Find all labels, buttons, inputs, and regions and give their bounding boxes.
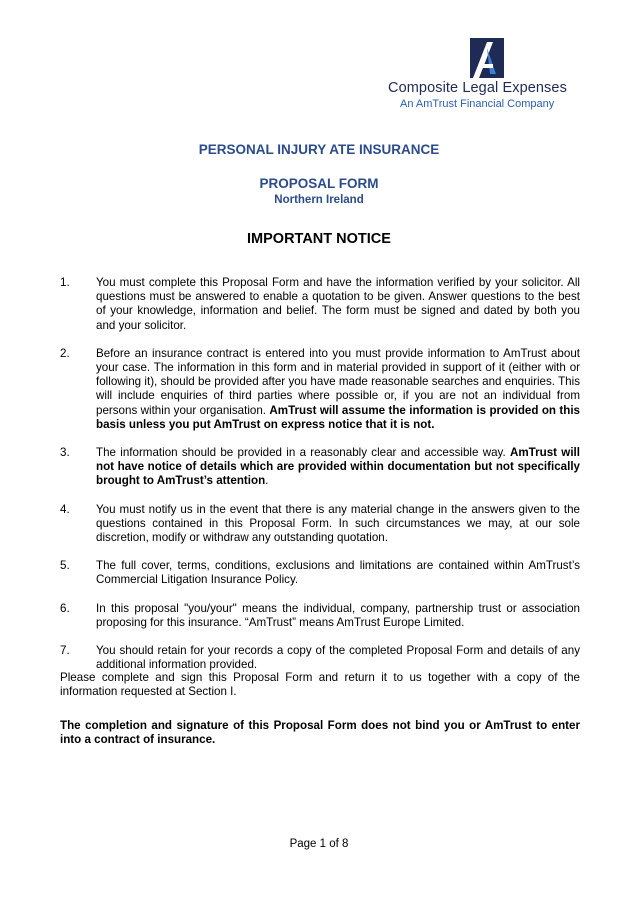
disclaimer-paragraph: The completion and signature of this Proposal Form does not bind you or AmTrust to enter into a contract of insurance. xyxy=(60,719,580,747)
list-item xyxy=(60,347,580,432)
list-item xyxy=(60,559,580,587)
item-number: 7. xyxy=(60,644,70,658)
item-bold-text: AmTrust will assume the information is provided on this basis unless you put AmTrust on express notice that it is not. xyxy=(96,403,580,431)
logo-mark-icon xyxy=(470,38,504,78)
company-logo xyxy=(388,38,588,116)
item-text: The information should be provided in a reasonably clear and accessible way. xyxy=(96,446,510,460)
item-text: You should retain for your records a copy of the completed Proposal Form and details of any additional information provided. xyxy=(96,644,580,672)
item-trailing-text: . xyxy=(265,474,269,488)
company-name: Composite Legal Expenses xyxy=(388,80,567,96)
region-subtitle: Northern Ireland xyxy=(274,194,364,206)
item-text: You must notify us in the event that there is any material change in the answers given to the questions contained in this Proposal Form. In such circumstances we may, at our sole discretion, modify or withdraw any outstanding quotation. xyxy=(96,502,580,545)
item-number: 4. xyxy=(60,502,70,516)
list-item xyxy=(60,503,580,546)
item-text: You must complete this Proposal Form and have the information verified by your solicitor. All questions must be answered to enable a quotation to be given. Answer questions to the best of your knowledge, information and belief. The form must be signed and dated by both you and your solicitor. xyxy=(96,276,580,332)
item-number: 2. xyxy=(60,346,70,360)
list-item xyxy=(60,602,580,630)
company-tagline: An AmTrust Financial Company xyxy=(400,98,555,110)
notice-list xyxy=(60,276,580,686)
page-number: Page 1 of 8 xyxy=(289,838,349,850)
item-number: 3. xyxy=(60,446,70,460)
item-number: 6. xyxy=(60,601,70,615)
document-title: PERSONAL INJURY ATE INSURANCE xyxy=(198,142,440,157)
list-item xyxy=(60,644,580,672)
closing-paragraph: Please complete and sign this Proposal Form and return it to us together with a copy of the information requested at Section I. xyxy=(60,671,580,699)
list-item xyxy=(60,276,580,333)
item-text: In this proposal "you/your" means the individual, company, partnership trust or association proposing for this insurance. “AmTrust” means AmTrust Europe Limited. xyxy=(96,601,580,629)
notice-heading: IMPORTANT NOTICE xyxy=(247,231,391,247)
item-number: 5. xyxy=(60,559,70,573)
item-bold-text: AmTrust will not have notice of details which are provided within documentation but not specifically brought to AmTrust’s attention xyxy=(96,446,580,488)
item-number: 1. xyxy=(60,276,70,289)
item-text: Before an insurance contract is entered into you must provide information to AmTrust about your case. The information in this form and in material provided in support of it (either with or following it), should be provided after you have made reasonable searches and enquiries. This will include enquiries of third parties where possible or, if you are not an individual from persons within your organisation. xyxy=(96,346,580,417)
form-title: PROPOSAL FORM xyxy=(259,176,379,191)
item-text: The full cover, terms, conditions, exclusions and limitations are contained within AmTrust’s Commercial Litigation Insurance Policy. xyxy=(96,559,580,587)
list-item xyxy=(60,446,580,489)
